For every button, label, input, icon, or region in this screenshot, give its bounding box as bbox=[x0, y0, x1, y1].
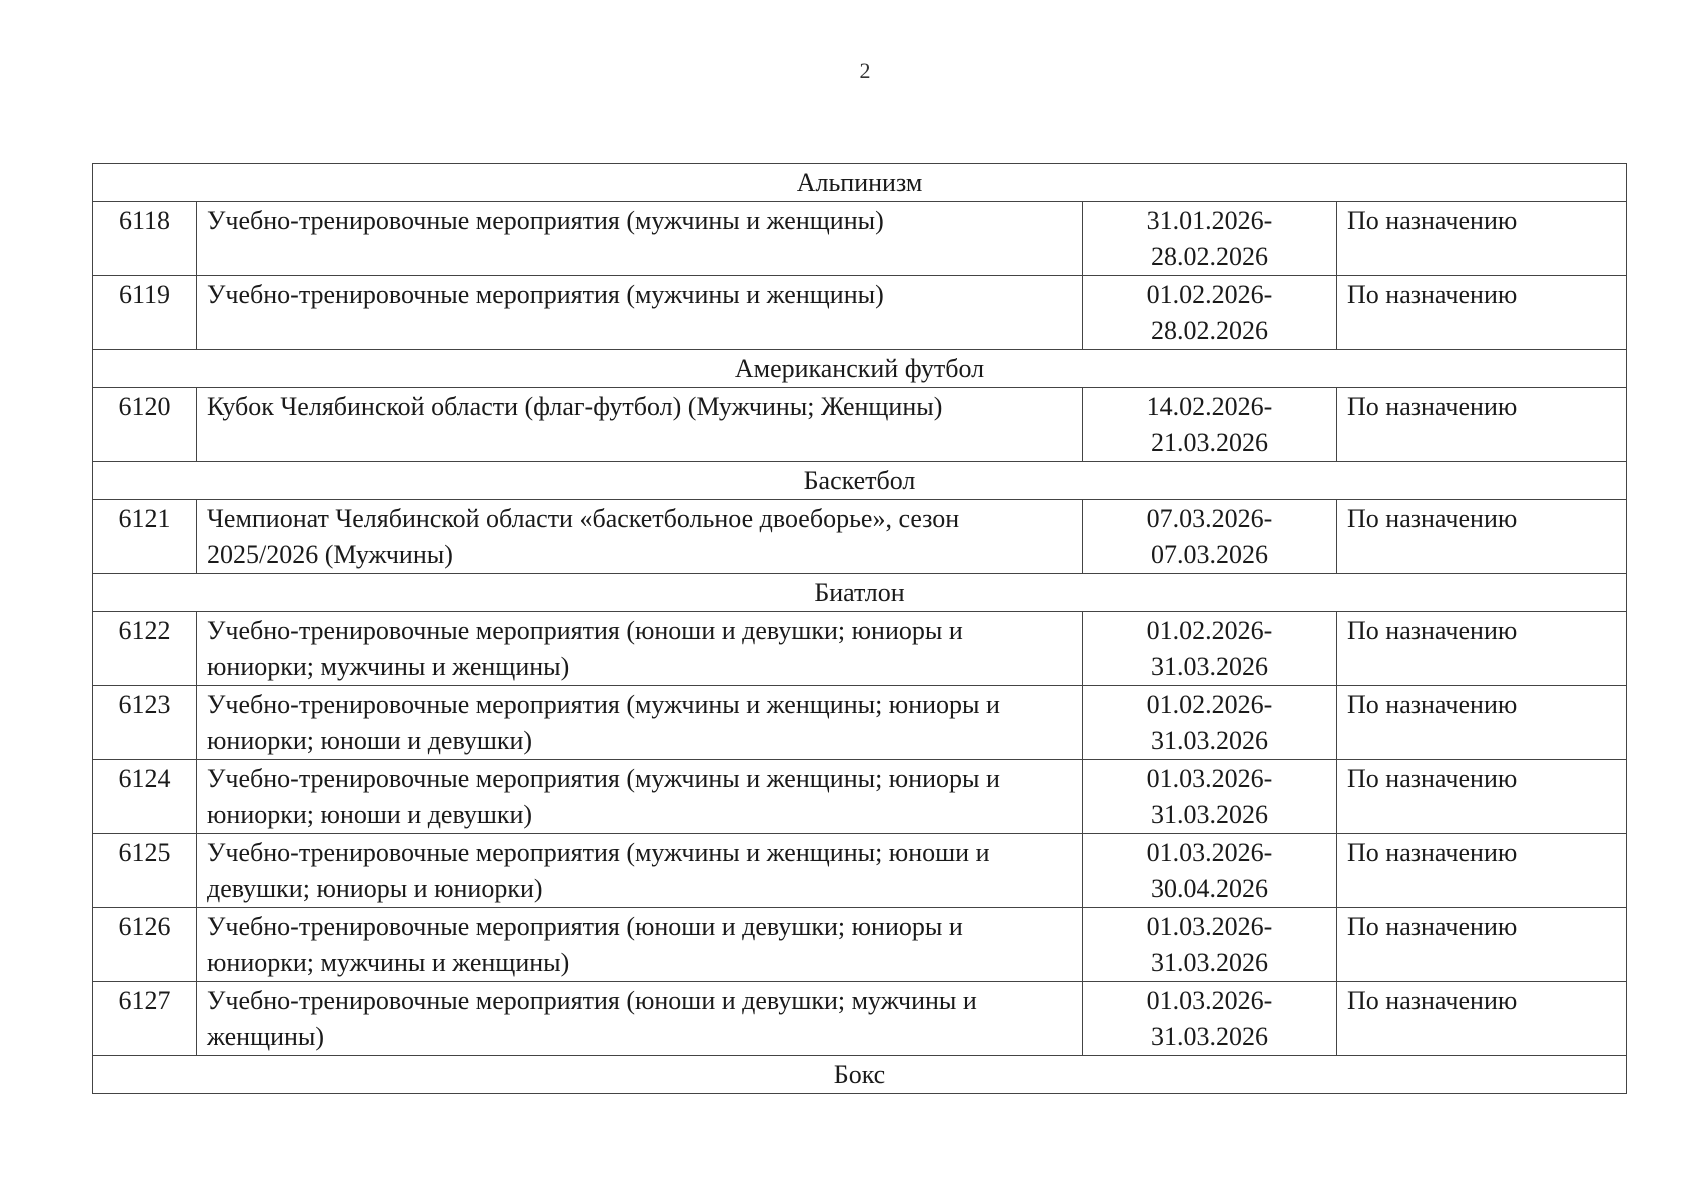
event-date-start: 07.03.2026- bbox=[1146, 504, 1273, 533]
event-dates bbox=[1083, 202, 1337, 276]
event-dates bbox=[1083, 686, 1337, 760]
event-name: Кубок Челябинской области (флаг-футбол) (Мужчины; Женщины) bbox=[197, 388, 1083, 462]
event-responsible: По назначению bbox=[1337, 908, 1627, 982]
section-title: Альпинизм bbox=[93, 164, 1627, 202]
event-date-end: 31.03.2026 bbox=[1151, 800, 1268, 829]
event-name: Учебно-тренировочные мероприятия (юноши и девушки; мужчины и женщины) bbox=[197, 982, 1083, 1056]
event-number: 6127 bbox=[93, 982, 197, 1056]
event-number: 6126 bbox=[93, 908, 197, 982]
event-row bbox=[93, 834, 1627, 908]
event-number: 6118 bbox=[93, 202, 197, 276]
event-name: Учебно-тренировочные мероприятия (мужчины и женщины; юноши и девушки; юниоры и юниорки) bbox=[197, 834, 1083, 908]
event-number: 6125 bbox=[93, 834, 197, 908]
event-dates bbox=[1083, 834, 1337, 908]
event-name: Чемпионат Челябинской области «баскетбольное двоеборье», сезон 2025/2026 (Мужчины) bbox=[197, 500, 1083, 574]
event-name: Учебно-тренировочные мероприятия (мужчины и женщины; юниоры и юниорки; юноши и девушки) bbox=[197, 760, 1083, 834]
event-row bbox=[93, 982, 1627, 1056]
event-number: 6123 bbox=[93, 686, 197, 760]
event-date-end: 31.03.2026 bbox=[1151, 726, 1268, 755]
event-name: Учебно-тренировочные мероприятия (юноши и девушки; юниоры и юниорки; мужчины и женщины) bbox=[197, 612, 1083, 686]
event-row bbox=[93, 276, 1627, 350]
event-date-start: 01.03.2026- bbox=[1146, 764, 1273, 793]
event-date-end: 31.03.2026 bbox=[1151, 948, 1268, 977]
event-row bbox=[93, 612, 1627, 686]
event-responsible: По назначению bbox=[1337, 686, 1627, 760]
section-title: Баскетбол bbox=[93, 462, 1627, 500]
section-row bbox=[93, 164, 1627, 202]
page-number: 2 bbox=[859, 58, 871, 83]
event-number: 6124 bbox=[93, 760, 197, 834]
event-date-end: 07.03.2026 bbox=[1151, 540, 1268, 569]
section-title: Бокс bbox=[93, 1056, 1627, 1094]
section-row bbox=[93, 1056, 1627, 1094]
event-name: Учебно-тренировочные мероприятия (мужчины и женщины) bbox=[197, 276, 1083, 350]
event-date-end: 21.03.2026 bbox=[1151, 428, 1268, 457]
event-name: Учебно-тренировочные мероприятия (мужчины и женщины) bbox=[197, 202, 1083, 276]
event-date-start: 01.03.2026- bbox=[1146, 986, 1273, 1015]
event-date-start: 01.02.2026- bbox=[1146, 616, 1273, 645]
event-dates bbox=[1083, 982, 1337, 1056]
event-number: 6122 bbox=[93, 612, 197, 686]
event-dates bbox=[1083, 908, 1337, 982]
event-row bbox=[93, 908, 1627, 982]
event-name: Учебно-тренировочные мероприятия (мужчины и женщины; юниоры и юниорки; юноши и девушки) bbox=[197, 686, 1083, 760]
event-responsible: По назначению bbox=[1337, 612, 1627, 686]
event-row bbox=[93, 202, 1627, 276]
event-responsible: По назначению bbox=[1337, 276, 1627, 350]
section-row bbox=[93, 462, 1627, 500]
event-row bbox=[93, 500, 1627, 574]
events-table-body bbox=[93, 164, 1627, 1094]
event-row bbox=[93, 686, 1627, 760]
event-date-end: 28.02.2026 bbox=[1151, 316, 1268, 345]
event-date-start: 01.02.2026- bbox=[1146, 280, 1273, 309]
event-date-end: 31.03.2026 bbox=[1151, 1022, 1268, 1051]
event-responsible: По назначению bbox=[1337, 388, 1627, 462]
event-number: 6119 bbox=[93, 276, 197, 350]
event-date-start: 01.03.2026- bbox=[1146, 838, 1273, 867]
section-row bbox=[93, 350, 1627, 388]
event-dates bbox=[1083, 612, 1337, 686]
event-responsible: По назначению bbox=[1337, 982, 1627, 1056]
event-row bbox=[93, 760, 1627, 834]
event-responsible: По назначению bbox=[1337, 500, 1627, 574]
event-dates bbox=[1083, 388, 1337, 462]
event-date-start: 31.01.2026- bbox=[1146, 206, 1273, 235]
event-responsible: По назначению bbox=[1337, 202, 1627, 276]
event-date-start: 14.02.2026- bbox=[1146, 392, 1273, 421]
event-number: 6121 bbox=[93, 500, 197, 574]
event-date-end: 28.02.2026 bbox=[1151, 242, 1268, 271]
event-date-start: 01.03.2026- bbox=[1146, 912, 1273, 941]
event-date-start: 01.02.2026- bbox=[1146, 690, 1273, 719]
section-row bbox=[93, 574, 1627, 612]
event-row bbox=[93, 388, 1627, 462]
event-date-end: 31.03.2026 bbox=[1151, 652, 1268, 681]
section-title: Американский футбол bbox=[93, 350, 1627, 388]
event-responsible: По назначению bbox=[1337, 834, 1627, 908]
section-title: Биатлон bbox=[93, 574, 1627, 612]
event-dates bbox=[1083, 500, 1337, 574]
event-responsible: По назначению bbox=[1337, 760, 1627, 834]
event-dates bbox=[1083, 760, 1337, 834]
events-table bbox=[92, 163, 1627, 1094]
event-date-end: 30.04.2026 bbox=[1151, 874, 1268, 903]
event-dates bbox=[1083, 276, 1337, 350]
event-number: 6120 bbox=[93, 388, 197, 462]
event-name: Учебно-тренировочные мероприятия (юноши и девушки; юниоры и юниорки; мужчины и женщины) bbox=[197, 908, 1083, 982]
